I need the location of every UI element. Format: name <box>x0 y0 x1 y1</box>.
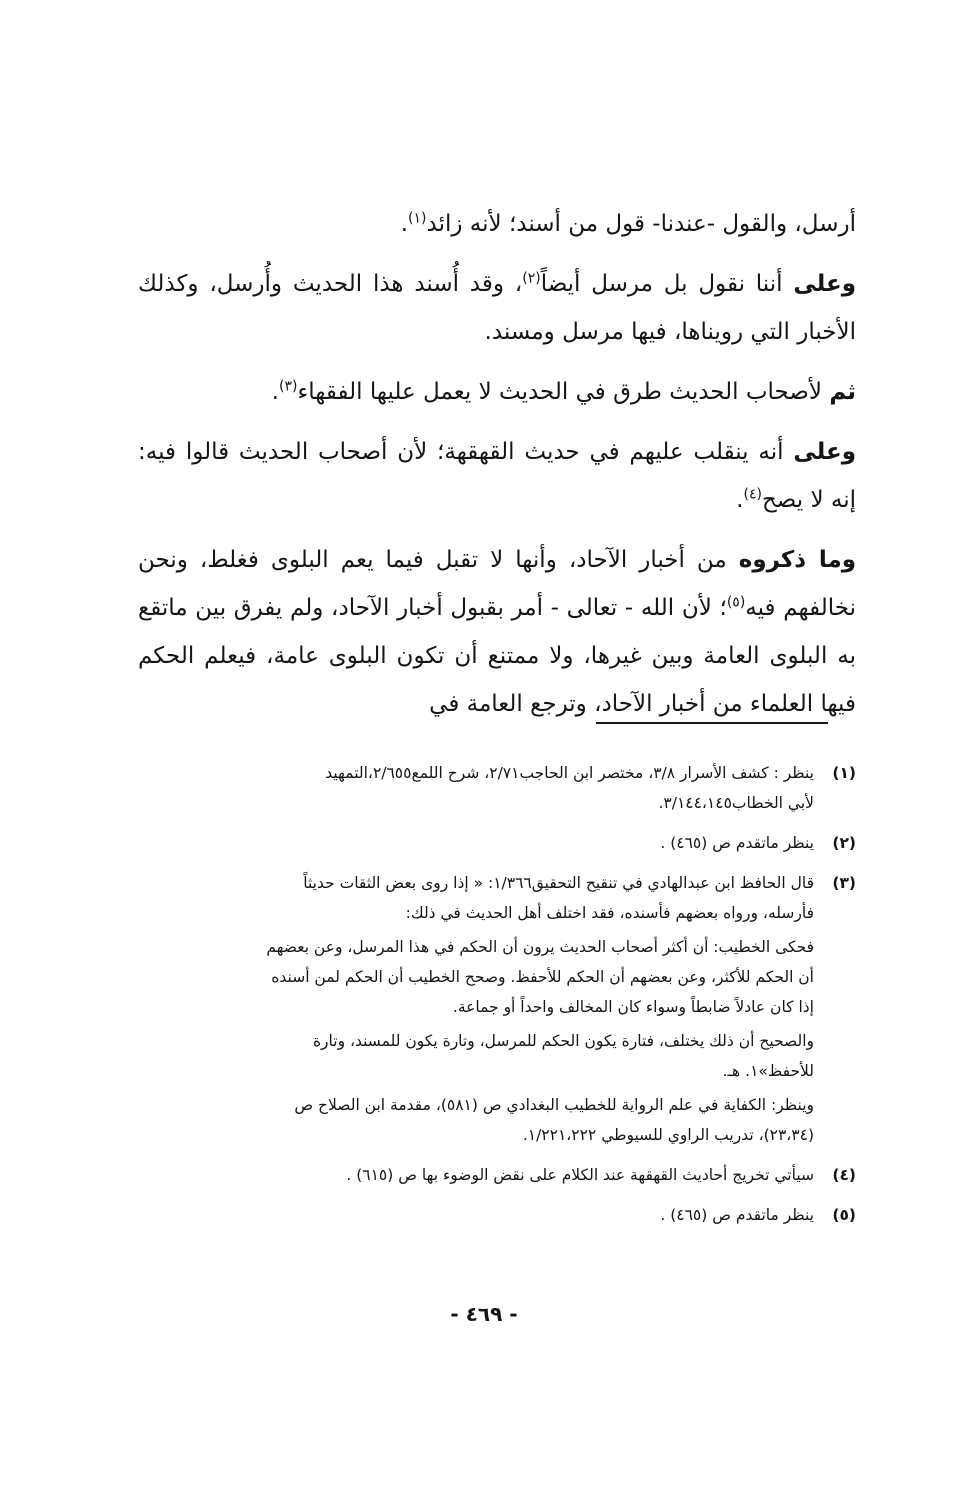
footnote-number: (٥) <box>832 1206 856 1224</box>
paragraph-text: ، وقد أُسند هذا الحديث وأُرسل، وكذلك الأخبار التي رويناها، فيها مرسل ومسند. <box>138 271 856 345</box>
footnote-1 <box>134 758 856 818</box>
footnote-number: (٣) <box>832 874 856 892</box>
footnote-ref: (٣) <box>278 378 298 395</box>
footnote-paragraph <box>134 1090 814 1150</box>
footnote-text <box>134 868 814 1150</box>
lead-word: وما ذكروه <box>738 547 856 573</box>
footnote-paragraph <box>134 932 814 1022</box>
footnote-line: قال الحافظ ابن عبدالهادي في تنقيح التحقيق١/٣٦٦: « إذا روى بعض الثقات حديثاً <box>303 874 814 892</box>
footnote-line: ينظر : كشف الأسرار ٣/٨، مختصر ابن الحاجب٢/٧١، شرح اللمع٢/٦٥٥،التمهيد <box>325 764 814 782</box>
footnote-line: إذا كان عادلاً ضابطاً وسواء كان المخالف واحداً أو جماعة. <box>452 998 814 1016</box>
footnote-line: لأبي الخطاب٣/١٤٤،١٤٥. <box>658 794 814 812</box>
footnote-paragraph <box>134 1026 814 1086</box>
footnote-ref: (٢) <box>522 270 541 287</box>
paragraph-5 <box>138 536 856 728</box>
footnote-ref: (٥) <box>726 594 746 611</box>
lead-word: ثم <box>829 379 856 405</box>
page-number: - ٤٦٩ - <box>450 1302 518 1326</box>
footnote-line: (٢٣،٣٤)، تدريب الراوي للسيوطي ١/٢٢١،٢٢٢. <box>522 1126 814 1144</box>
lead-word: وعلى <box>793 439 856 465</box>
paragraph-text: . <box>400 211 409 237</box>
paragraph-1 <box>138 200 856 248</box>
footnote-line: فحكى الخطيب: أن أكثر أصحاب الحديث يرون أن الحكم في هذا المرسل، وعن بعضهم <box>266 938 814 956</box>
footnote-text <box>134 1200 814 1230</box>
paragraph-text: لأصحاب الحديث طرق في الحديث لا يعمل عليها الفقهاء <box>297 379 830 405</box>
paragraph-text: . <box>271 379 279 405</box>
paragraph-text: أنه ينقلب عليهم في حديث القهقهة؛ لأن أصحاب الحديث قالوا فيه: إنه لا يصح <box>138 439 856 513</box>
footnote-text <box>134 828 814 858</box>
footnote-line: فأرسله، ورواه بعضهم فأسنده، فقد اختلف أهل الحديث في ذلك: <box>405 904 814 922</box>
main-text <box>138 200 856 740</box>
footnotes <box>134 758 856 1240</box>
footnote-number: (٢) <box>832 834 856 852</box>
footnote-number: (٤) <box>832 1166 856 1184</box>
footnote-line: ينظر ماتقدم ص (٤٦٥) . <box>660 1206 814 1224</box>
paragraph-2 <box>138 260 856 356</box>
paragraph-3 <box>138 368 856 416</box>
footnote-line: وينظر: الكفاية في علم الرواية للخطيب البغدادي ص (٥٨١)، مقدمة ابن الصلاح ص <box>294 1096 814 1114</box>
footnote-text <box>134 758 814 818</box>
paragraph-text: ؛ لأن الله - تعالى - أمر بقبول أخبار الآحاد، ولم يفرق بين ماتقع به البلوى العامة وبين غيرها، ولا ممتنع أن تكون البلوى عامة، فيعلم الحكم فيها العلماء من أخبار الآحاد، وترجع العامة في <box>138 595 856 717</box>
footnote-ref: (٤) <box>743 486 762 503</box>
footnote-2 <box>134 828 856 858</box>
footnote-divider <box>596 722 828 724</box>
paragraph-text: أننا نقول بل مرسل أيضاً <box>540 271 794 297</box>
footnote-3 <box>134 868 856 1150</box>
paragraph-text: . <box>736 487 744 513</box>
footnote-line: والصحيح أن ذلك يختلف، فتارة يكون الحكم للمرسل، وتارة يكون للمسند، وتارة <box>312 1032 814 1050</box>
footnote-5 <box>134 1200 856 1230</box>
footnote-line: للأحفظ»١. هـ. <box>722 1062 814 1080</box>
footnote-number: (١) <box>832 764 856 782</box>
footnote-line: أن الحكم للأكثر، وعن بعضهم أن الحكم للأحفظ. وصحح الخطيب أن الحكم لمن أسنده <box>271 968 814 986</box>
footnote-ref: (١) <box>408 210 427 227</box>
footnote-line: سيأتي تخريج أحاديث القهقهة عند الكلام على نقض الوضوء بها ص (٦١٥) . <box>346 1166 814 1184</box>
footnote-text <box>134 1160 814 1190</box>
paragraph-4 <box>138 428 856 524</box>
paragraph-text: أرسل، والقول -عندنا- قول من أسند؛ لأنه زائد <box>426 211 856 237</box>
paragraph-text: من أخبار الآحاد، وأنها لا تقبل فيما يعم البلوى فغلط، ونحن نخالفهم فيه <box>138 547 856 621</box>
lead-word: وعلى <box>793 271 856 297</box>
footnote-line: ينظر ماتقدم ص (٤٦٥) . <box>660 834 814 852</box>
footnote-4 <box>134 1160 856 1190</box>
